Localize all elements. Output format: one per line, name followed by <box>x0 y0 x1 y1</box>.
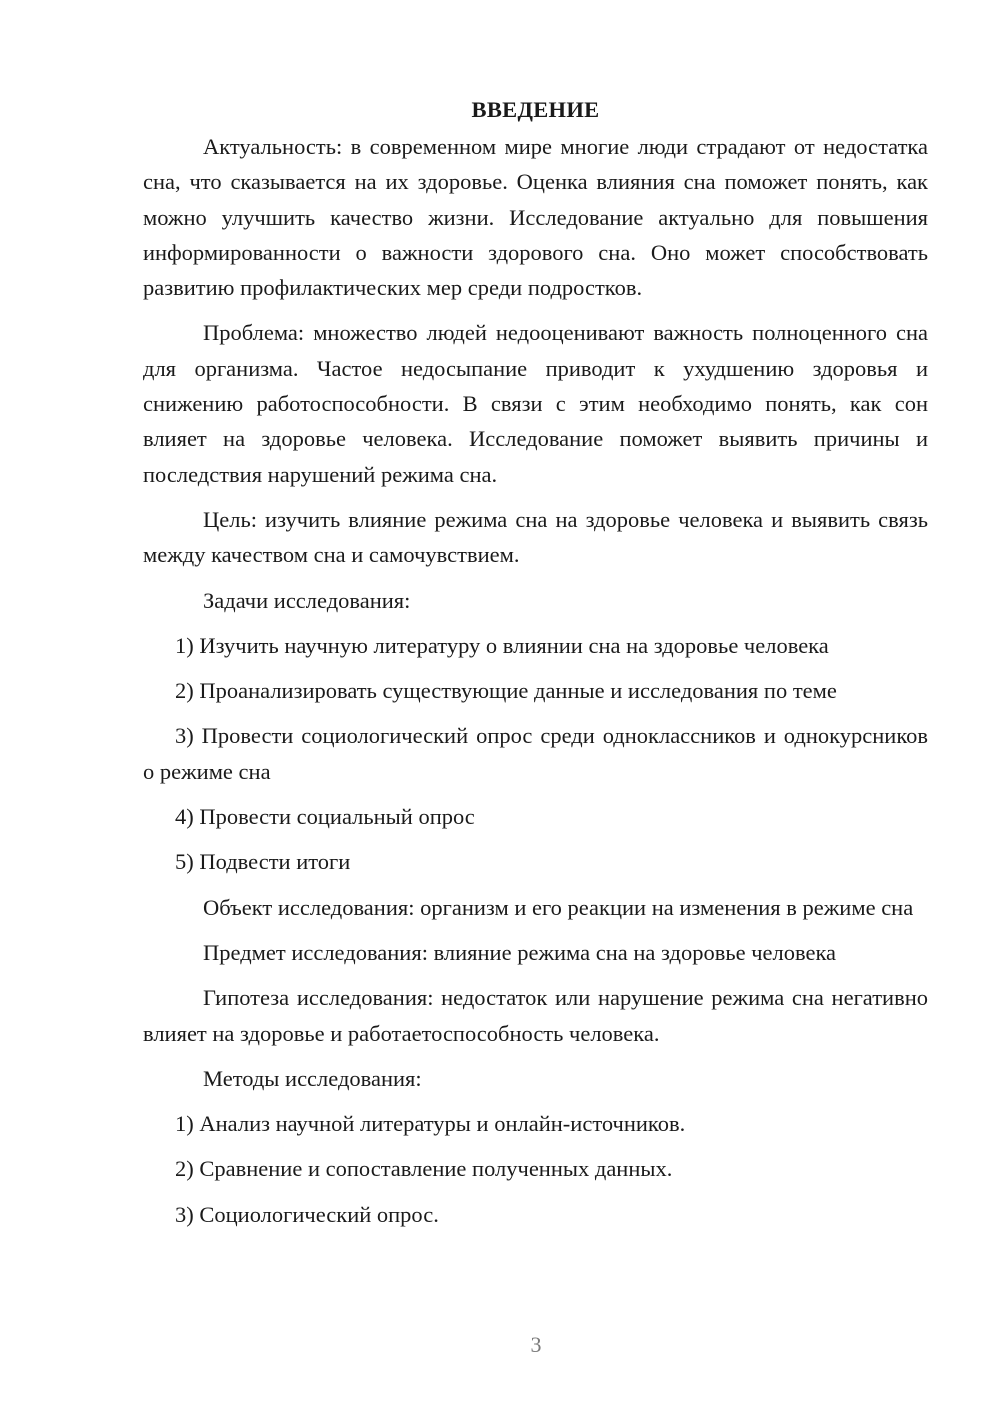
section-heading: ВВЕДЕНИЕ <box>471 97 600 122</box>
page-number: 3 <box>530 1332 542 1357</box>
method-item-3: 3) Социологический опрос. <box>175 1201 439 1227</box>
goal-paragraph: Цель: изучить влияние режима сна на здоровье человека и выявить связь между качеством сна и самочувствием. <box>143 506 928 568</box>
tasks-title: Задачи исследования: <box>203 587 411 613</box>
problem-paragraph: Проблема: множество людей недооценивают важность полноценного сна для организма. Частое недосыпание приводит к ухудшению здоровья и снижению работоспособности. В связи с этим необходимо понять, как сон влияет на здоровье человека. Исследование поможет выявить причины и последствия нарушений режима сна. <box>143 320 928 487</box>
method-item-2: 2) Сравнение и сопоставление полученных данных. <box>175 1156 673 1182</box>
object-paragraph: Объект исследования: организм и его реакции на изменения в режиме сна <box>203 894 914 920</box>
task-item-1: 1) Изучить научную литературу о влиянии сна на здоровье человека <box>175 632 829 658</box>
page-content <box>143 92 928 1242</box>
methods-title: Методы исследования: <box>203 1065 422 1091</box>
task-item-3: 3) Провести социологический опрос среди одноклассников и однокурсников о режиме сна <box>143 723 928 784</box>
task-item-2: 2) Проанализировать существующие данные и исследования по теме <box>175 678 837 704</box>
task-item-4: 4) Провести социальный опрос <box>175 804 475 830</box>
subject-paragraph: Предмет исследования: влияние режима сна на здоровье человека <box>203 939 837 965</box>
task-item-5: 5) Подвести итоги <box>175 849 351 875</box>
relevance-paragraph: Актуальность: в современном мире многие люди страдают от недостатка сна, что сказывается на их здоровье. Оценка влияния сна поможет понять, как можно улучшить качество жизни. Исследование актуально для повышения информированности о важности здорового сна. Оно может способствовать развитию профилактических мер среди подростков. <box>143 134 928 301</box>
hypothesis-paragraph: Гипотеза исследования: недостаток или нарушение режима сна негативно влияет на здоровье и работаетоспособность человека. <box>143 985 928 1046</box>
method-item-1: 1) Анализ научной литературы и онлайн-источников. <box>175 1111 686 1137</box>
